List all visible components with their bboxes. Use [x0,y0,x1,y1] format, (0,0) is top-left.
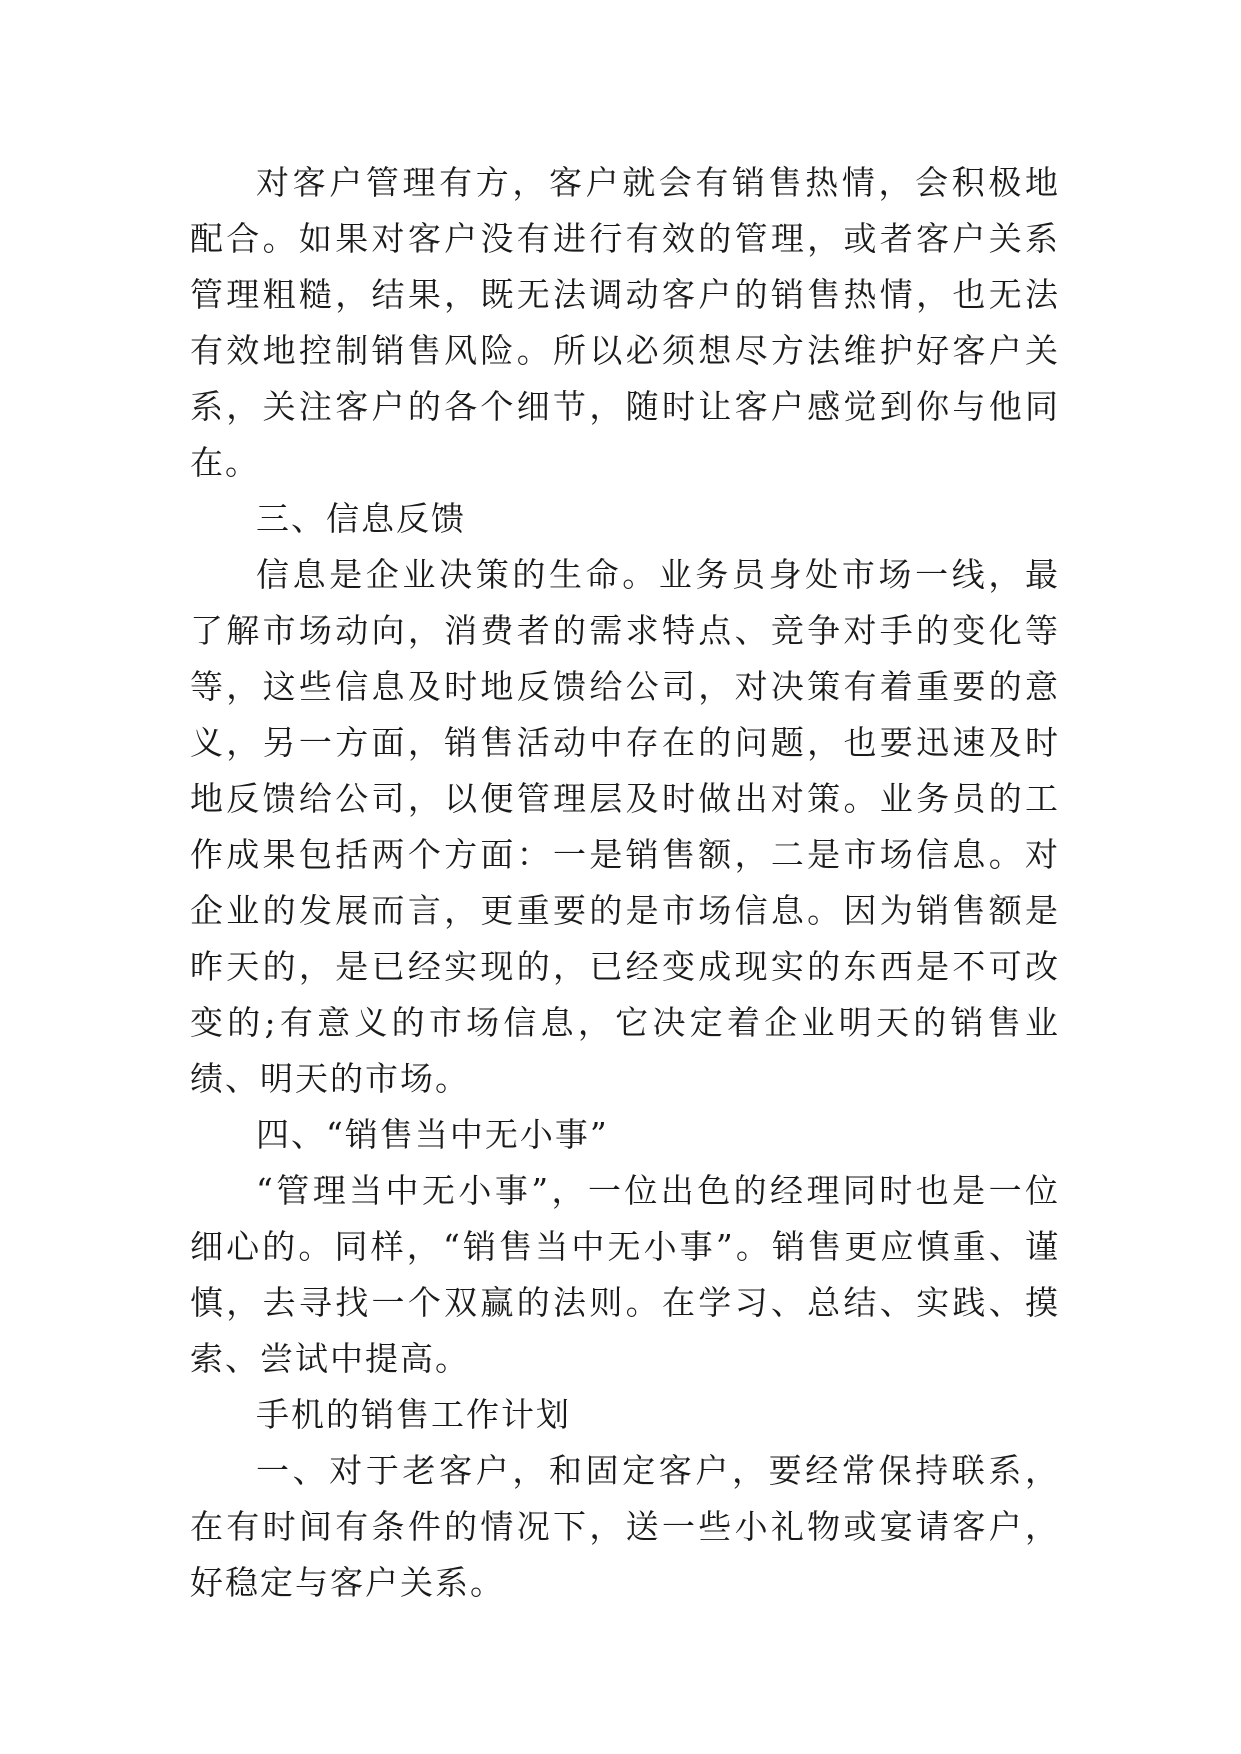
paragraph-no-small-matters: “管理当中无小事”，一位出色的经理同时也是一位细心的。同样，“销售当中无小事”。销售更应慎重、谨慎，去寻找一个双赢的法则。在学习、总结、实践、摸索、尝试中提高。 [190,1171,1060,1378]
heading-phone-sales-plan: 手机的销售工作计划 [256,1395,571,1434]
heading-no-small-matters: 四、“销售当中无小事” [256,1115,609,1154]
paragraph-customer-management: 对客户管理有方，客户就会有销售热情，会积极地配合。如果对客户没有进行有效的管理，或者客户关系管理粗糙，结果，既无法调动客户的销售热情，也无法有效地控制销售风险。所以必须想尽方法维护好客户关系，关注客户的各个细节，随时让客户感觉到你与他同在。 [190,163,1060,482]
document-body [190,155,1060,1611]
paragraph-old-customers: 一、对于老客户，和固定客户，要经常保持联系，在有时间有条件的情况下，送一些小礼物或宴请客户，好稳定与客户关系。 [190,1451,1060,1602]
paragraph-information-feedback: 信息是企业决策的生命。业务员身处市场一线，最了解市场动向，消费者的需求特点、竞争对手的变化等等，这些信息及时地反馈给公司，对决策有着重要的意义，另一方面，销售活动中存在的问题，也要迅速及时地反馈给公司，以便管理层及时做出对策。业务员的工作成果包括两个方面：一是销售额，二是市场信息。对企业的发展而言，更重要的是市场信息。因为销售额是昨天的，是已经实现的，已经变成现实的东西是不可改变的;有意义的市场信息，它决定着企业明天的销售业绩、明天的市场。 [190,555,1060,1098]
heading-information-feedback: 三、信息反馈 [256,499,466,538]
